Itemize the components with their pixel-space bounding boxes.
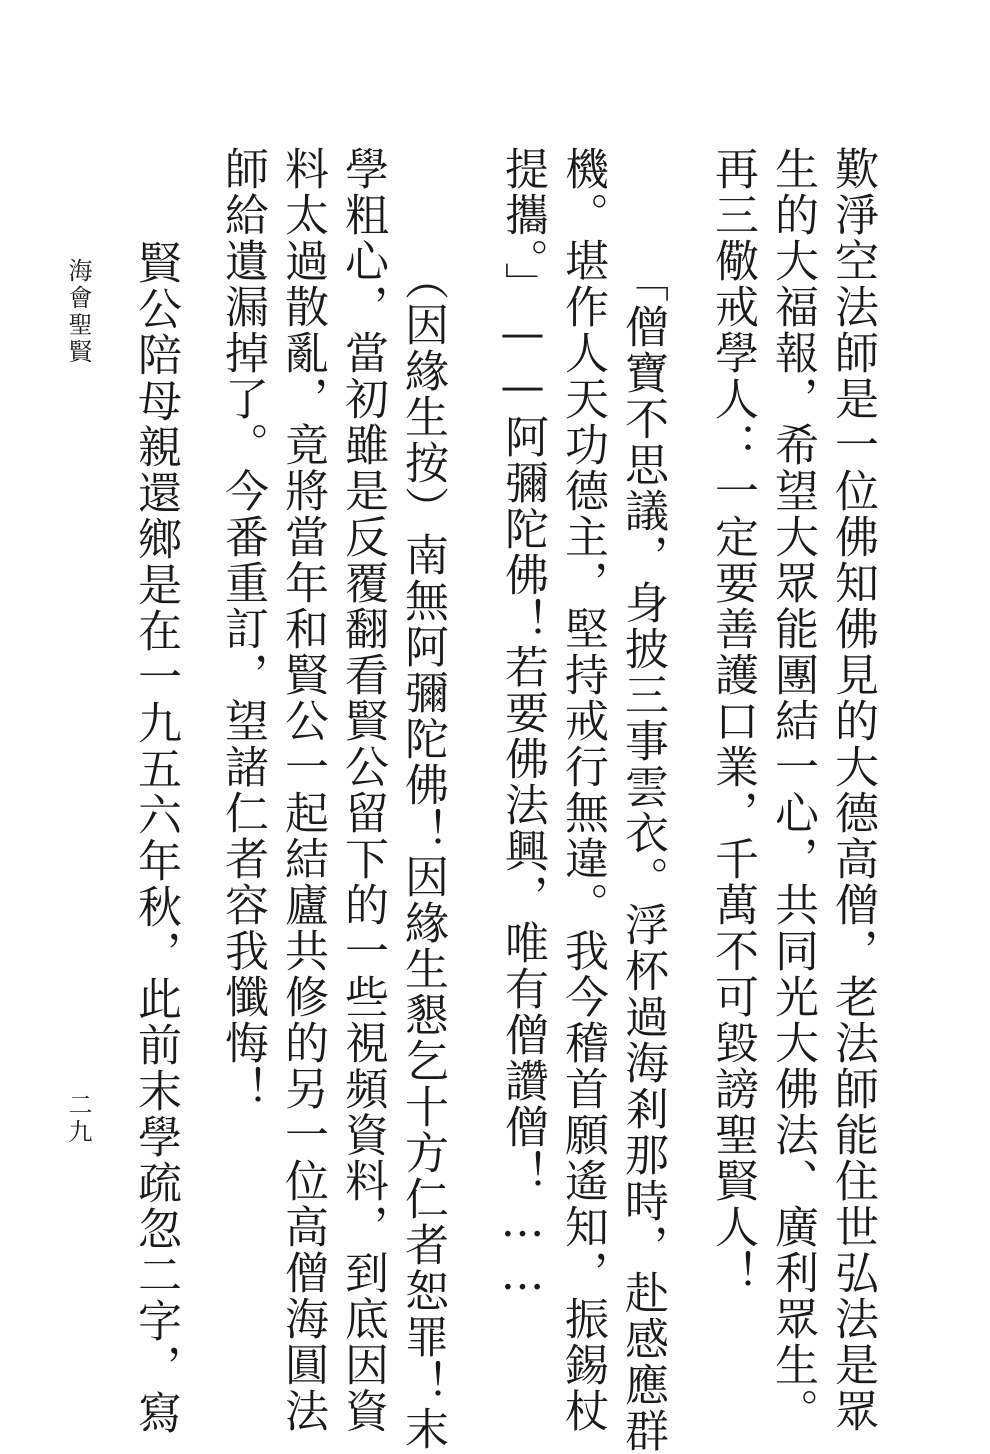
text-column-7: （因緣生按）南無阿彌陀佛！因緣生懇乞十方仁者恕罪！末 [397, 256, 448, 1452]
text-column-4: 「僧寶不思議，身披三事雲衣。浮杯過海剎那時，赴感應群 [617, 258, 668, 1454]
text-column-10: 師給遺漏掉了。今番重訂，望諸仁者容我懺悔！ [217, 146, 268, 1112]
text-column-6: 提攜。」——阿彌陀佛！若要佛法興，唯有僧讚僧！…… [497, 146, 548, 1302]
text-column-11: 賢公陪母親還鄉是在一九五六年秋，此前末學疏忽二字，寫 [130, 240, 181, 1436]
text-column-5: 機。堪作人天功德主，堅持戒行無違。我今稽首願遙知，振錫杖 [557, 146, 608, 1434]
page-number: 二九 [64, 1092, 92, 1146]
text-column-2: 生的大福報，希望大眾能團結一心，共同光大佛法、廣利眾生。 [767, 146, 818, 1434]
text-column-9: 料太過散亂，竟將當年和賢公一起結廬共修的另一位高僧海圓法 [277, 146, 328, 1434]
text-column-8: 學粗心，當初雖是反覆翻看賢公留下的一些視頻資料，到底因資 [337, 146, 388, 1434]
text-column-3: 再三儆戒學人：一定要善護口業，千萬不可毀謗聖賢人！ [707, 146, 758, 1296]
text-column-1: 歎淨空法師是一位佛知佛見的大德高僧，老法師能住世弘法是眾 [827, 146, 878, 1434]
running-title: 海會聖賢 [64, 258, 92, 366]
